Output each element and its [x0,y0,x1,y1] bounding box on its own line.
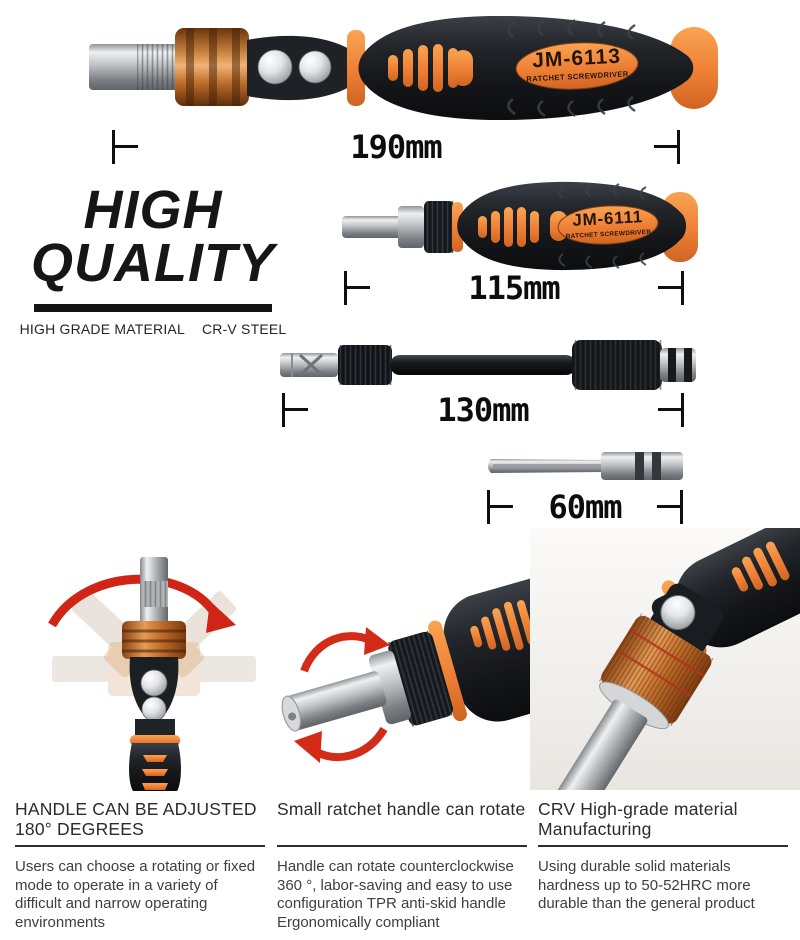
feature-crv-material [538,799,788,914]
flat-bit-photo [485,447,685,485]
jm6113-sublabel-text: RATCHET SCREWDRIVER [526,69,629,84]
length-value: 130mm [437,391,529,429]
feature-adjust-180 [15,799,265,933]
jm6113-pivot-pin [258,50,292,84]
feature-rotate-360 [277,799,527,932]
feature-heading: Small ratchet handle can rotate [277,799,527,847]
rotate-360-photo [268,533,530,791]
high-quality-block [19,180,287,337]
crv-material-photo [530,528,800,790]
jm6111-model-text: JM-6111 [571,207,644,230]
jm6113-model-text: JM-6113 [531,44,622,73]
material-caption: HIGH GRADE MATERIAL [19,320,185,337]
feature-body: Users can choose a rotating or fixed mode to operate in a variety of difficult and narrow operating environments [15,858,256,932]
jm6113-lock-pin [299,51,331,83]
measurement-60mm [487,490,683,526]
measurement-115mm [344,271,684,307]
feature-body: Using durable solid materials hardness up to 50-52HRC more durable than the general product [538,858,755,913]
measurement-190mm [112,130,680,166]
length-value: 190mm [350,128,442,166]
length-value: 60mm [548,488,622,526]
feature-heading: HANDLE CAN BE ADJUSTED 180° DEGREES [15,799,265,847]
length-value: 115mm [468,269,560,307]
jm6113-orange-pill [453,50,473,86]
jm6113-product-photo [85,12,720,132]
measurement-130mm [282,393,684,429]
divider-bar [34,304,272,312]
quality-title-line2: QUALITY [31,233,275,294]
jm6111-shaft [342,216,402,238]
flex-cable [390,355,576,375]
pivot-pin [141,670,167,696]
lock-pin [142,697,166,721]
jm6111-chrome-ring [398,206,424,248]
steel-caption: CR-V STEEL [201,320,287,337]
quality-title-line1: HIGH [83,180,223,240]
feature-heading: CRV High-grade material Manufacturing [538,799,788,847]
flexible-shaft-photo [278,337,698,393]
adjust-180-photo [8,533,258,791]
jm6111-sublabel-text: RATCHET SCREWDRIVER [565,228,652,241]
feature-body: Handle can rotate counterclockwise 360 °, labor-saving and easy to use configuration TPR anti-skid handle Ergonomically compliant [277,858,514,931]
jm6111-product-photo [340,180,700,272]
